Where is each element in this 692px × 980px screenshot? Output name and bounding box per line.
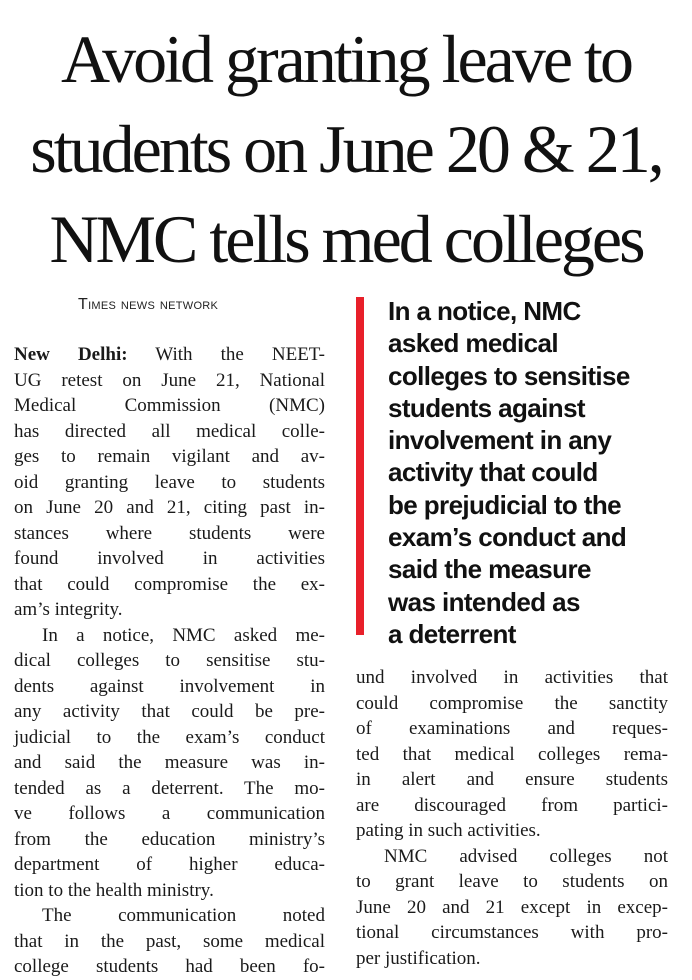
headline-line: NMC tells med colleges — [49, 201, 643, 277]
body-text-line: from the education ministry’s — [14, 828, 325, 850]
body-text-line: any activity that could be pre- — [14, 701, 325, 722]
body-text-line: ted that medical colleges rema- — [356, 743, 668, 765]
pull-quote-line: colleges to sensitise — [388, 360, 630, 391]
body-text-line: The communication noted — [42, 905, 325, 926]
body-text-line: Medical Commission (NMC) — [14, 395, 325, 416]
body-text-line: oid granting leave to students — [14, 471, 325, 493]
body-text-line: NMC advised colleges not — [384, 845, 668, 867]
pull-quote-line: a deterrent — [388, 618, 516, 649]
body-text-line: pating in such activities. — [356, 820, 541, 841]
body-text-line: of examinations and reques- — [356, 718, 668, 739]
body-text-line: on June 20 and 21, citing past in- — [14, 497, 325, 518]
headline-line: Avoid granting leave to — [61, 21, 631, 97]
body-text-line: found involved in activities — [14, 548, 325, 569]
pull-quote-line: activity that could — [388, 457, 598, 488]
pull-quote-line: be prejudicial to the — [388, 489, 621, 520]
body-text-line: are discouraged from partici- — [356, 794, 668, 816]
body-text-line: could compromise the sanctity — [356, 692, 668, 714]
body-paragraph — [14, 903, 325, 980]
body-text-line: dical colleges to sensitise stu- — [14, 650, 325, 671]
body-text-line: judicial to the exam’s conduct — [14, 726, 325, 748]
body-text-line: in alert and ensure students — [356, 769, 668, 790]
body-text-line: department of higher educa- — [14, 854, 325, 875]
body-text-line: UG retest on June 21, National — [14, 369, 325, 391]
pull-quote-line: In a notice, NMC — [388, 296, 581, 326]
pull-quote-text — [388, 295, 678, 650]
body-text-line: und involved in activities that — [356, 667, 668, 688]
pull-quote-line: asked medical — [388, 328, 558, 359]
pull-quote-line: students against — [388, 392, 585, 423]
body-paragraph — [356, 665, 668, 844]
body-text-line: With the NEET- — [127, 344, 325, 365]
pull-quote-line: said the measure — [388, 554, 591, 585]
pull-quote — [356, 295, 676, 649]
body-paragraph — [14, 623, 325, 904]
body-text-line: dents against involvement in — [14, 675, 325, 697]
body-paragraph — [356, 844, 668, 972]
body-text-line: stances where students were — [14, 522, 325, 544]
body-text-line: tended as a deterrent. The mo- — [14, 777, 325, 799]
byline: Times news network — [78, 296, 219, 313]
body-text-line: that could compromise the ex- — [14, 573, 325, 595]
body-text-line: ve follows a communication — [14, 803, 325, 824]
body-text-line: college students had been fo- — [14, 956, 325, 977]
body-text-line: has directed all medical colle- — [14, 420, 325, 442]
body-text-line: am’s integrity. — [14, 599, 123, 620]
body-text-line: tional circumstances with pro- — [356, 922, 668, 943]
body-text-line: tion to the health ministry. — [14, 879, 214, 901]
headline-line: students on June 20 & 21, — [30, 111, 662, 187]
body-text-line: June 20 and 21 except in excep- — [356, 896, 668, 918]
body-text-line: In a notice, NMC asked me- — [42, 624, 325, 646]
body-text-line: and said the measure was in- — [14, 752, 325, 773]
pull-quote-line: was intended as — [388, 586, 580, 617]
pull-quote-accent-bar — [356, 297, 364, 635]
article-column-left — [14, 342, 325, 980]
body-text-line: ges to remain vigilant and av- — [14, 446, 325, 467]
body-paragraph — [14, 342, 325, 623]
body-text-line: to grant leave to students on — [356, 871, 668, 892]
body-text-line: that in the past, some medical — [14, 930, 325, 952]
dateline: New Delhi: — [14, 344, 128, 365]
pull-quote-line: exam’s conduct and — [388, 522, 627, 553]
headline — [0, 14, 692, 284]
body-text-line: per justification. — [356, 947, 481, 969]
article-column-right — [356, 665, 668, 971]
pull-quote-line: involvement in any — [388, 425, 612, 456]
